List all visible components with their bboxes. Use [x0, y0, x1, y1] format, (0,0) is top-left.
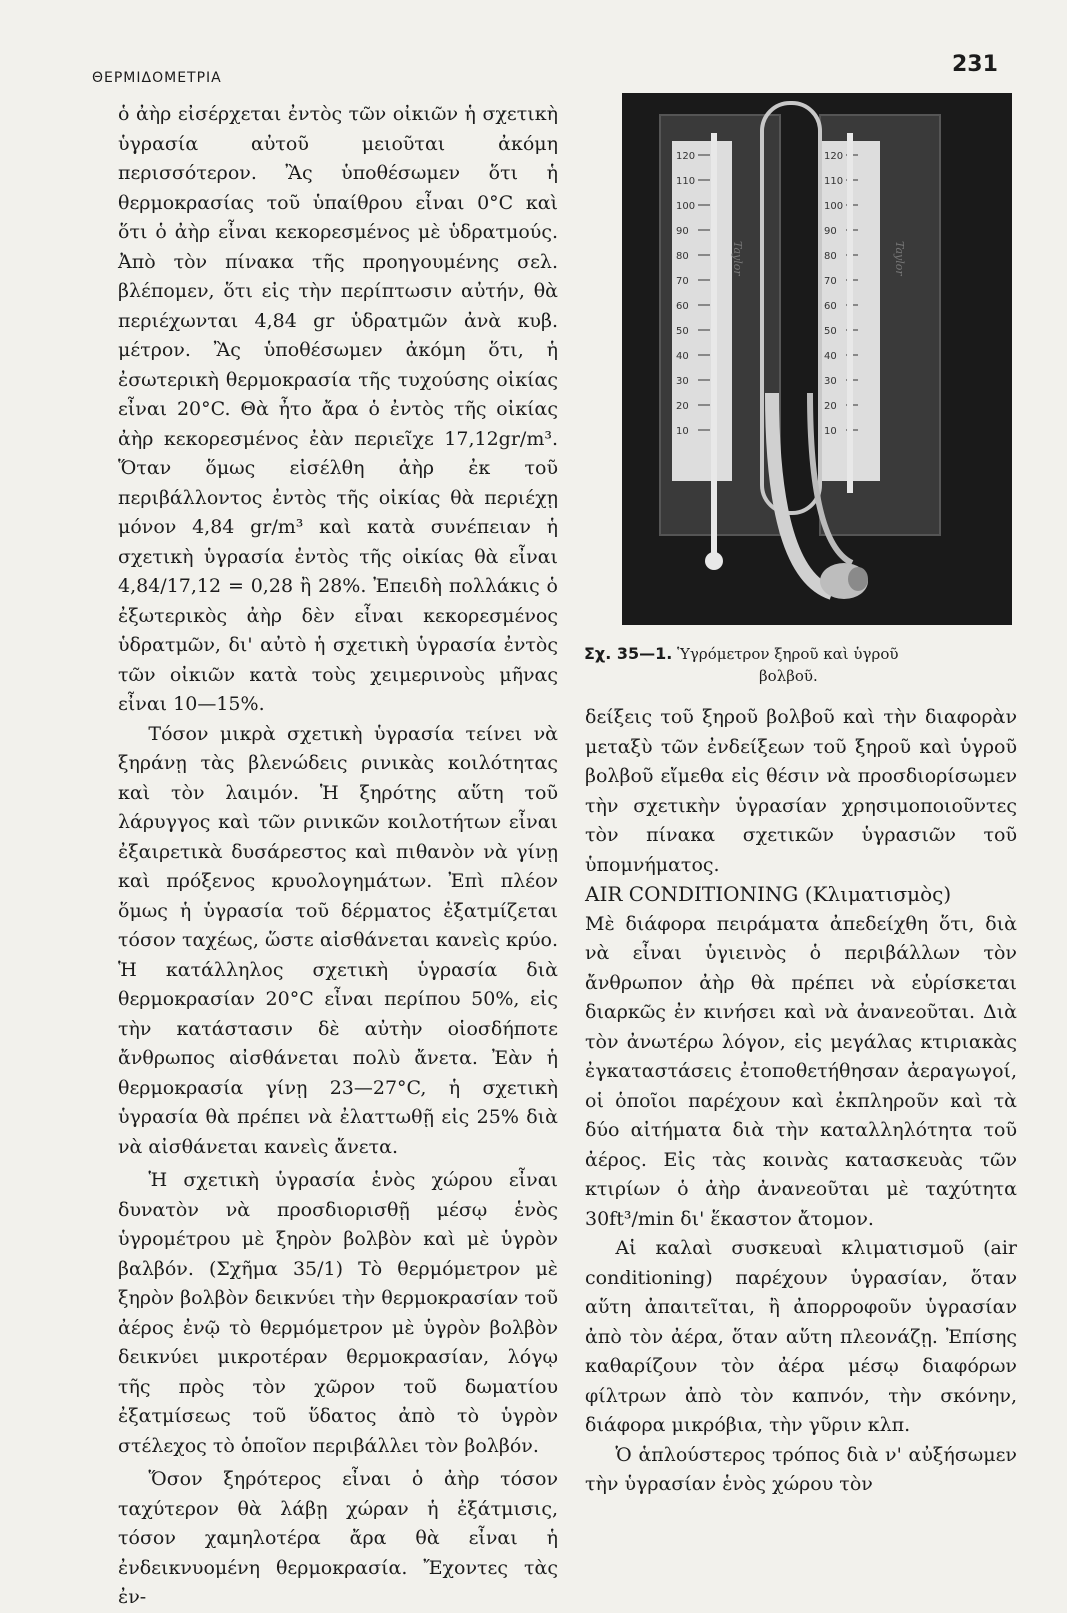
right-paragraph-3: Ὁ ἁπλούστερος τρόπος διὰ ν' αὐξήσωμεν τὴν ὑγρασίαν ἑνὸς χώρου τὸν — [585, 1443, 1017, 1495]
maker-mark-right: Taylor — [893, 241, 906, 276]
scale-tick-label: 20 — [824, 401, 837, 412]
figure-caption — [584, 643, 1024, 687]
caption-line-2: βολβοῦ. — [759, 667, 818, 685]
right-paragraph-1: Μὲ διάφορα πειράματα ἀπεδείχθη ὅτι, διὰ νὰ εἶναι ὑγιεινὸς ὁ περιβάλλων τὸν ἄνθρωπον ἀὴρ θὰ πρέπει νὰ εὑρίσκεται διαρκῶς ἐν κινήσει καὶ νὰ ἀνανεοῦται. Διὰ τὸν ἀνωτέρω λόγον, εἰς μεγάλας κτιριακὰς ἐγκαταστάσεις ἐτοποθετήθησαν ἀεραγωγοί, οἱ ὁποῖοι παρέχουν καὶ ἐκπληροῦν καὶ τὰ δύο αἰτήματα διὰ τὴν καταλληλότητα τοῦ ἀέρος. Εἰς τὰς κοινὰς κατασκευὰς τῶν κτιρίων ὁ ἀὴρ ἀνανεοῦται μὲ ταχύτητα 30ft³/min δι' ἕκαστον ἄτομον. — [585, 912, 1017, 1230]
hygrometer-figure — [622, 93, 1012, 625]
scale-tick-label: 90 — [824, 226, 837, 237]
left-column — [118, 100, 558, 1613]
right-continuation: δείξεις τοῦ ξηροῦ βολβοῦ καὶ τὴν διαφορὰν μεταξὺ τῶν ἐνδείξεων τοῦ ξηροῦ καὶ ὑγροῦ βολβοῦ εἴμεθα εἰς θέσιν νὰ προσδιορίσωμεν τὴν σχετικὴν ὑγρασίαν χρησιμοποιοῦντες τὸν πίνακα σχετικῶν ὑγρασιῶν τοῦ ὑπομνήματος. — [585, 706, 1017, 876]
scale-tick-label: 90 — [676, 226, 689, 237]
left-paragraph-1: ὁ ἀὴρ εἰσέρχεται ἐντὸς τῶν οἰκιῶν ἡ σχετικὴ ὑγρασία αὐτοῦ μειοῦται ἀκόμη περισσότερον. Ἂς ὑποθέσωμεν ὅτι ἡ θερμοκρασίας τοῦ ὑπαίθρου εἶναι 0°C καὶ ὅτι ὁ ἀὴρ εἶναι κεκορεσμένος μὲ ὑδρατμούς. Ἀπὸ τὸν πίνακα τῆς προηγουμένης σελ. βλέπομεν, ὅτι εἰς τὴν περίπτωσιν αὐτήν, θὰ περιέχωνται 4,84 gr ὑδρατμῶν ἀνὰ κυβ. μέτρον. Ἂς ὑποθέσωμεν ἀκόμη ὅτι, ἡ ἐσωτερικὴ θερμοκρασία τῆς τυχούσης οἰκίας εἶναι 20°C. Θὰ ἦτο ἄρα ὁ ἐντὸς τῆς οἰκίας ἀὴρ κεκορεσμένος ἐὰν περιεῖχε 17,12gr/m³. Ὅταν ὅμως εἰσέλθη ἀὴρ ἐκ τοῦ περιβάλλοντος ἐντὸς τῆς οἰκίας θὰ περιέχῃ μόνον 4,84 gr/m³ καὶ κατὰ συνέπειαν ἡ σχετικὴ ὑγρασία ἐντὸς τῆς οἰκίας θὰ εἶναι 4,84/17,12 = 0,28 ἢ 28%. Ἐπειδὴ πολλάκις ὁ ἐξωτερικὸς ἀὴρ δὲν εἶναι κεκορεσμένος ὑδρατμῶν, δι' αὐτὸ ἡ σχετικὴ ὑγρασία ἐντὸς τῶν οἰκιῶν κατὰ τοὺς χειμερινοὺς μῆνας εἶναι 10—15%. — [118, 103, 558, 715]
dry-bulb — [705, 552, 723, 570]
scale-tick-label: 60 — [824, 301, 837, 312]
right-column — [585, 703, 1017, 1500]
page-number: 231 — [952, 52, 998, 77]
maker-mark-left: Taylor — [731, 241, 744, 276]
caption-line-1: Ὑγρόμετρον ξηροῦ καὶ ὑγροῦ — [677, 645, 899, 663]
scale-tick-label: 80 — [676, 251, 689, 262]
scale-tick-label: 50 — [676, 326, 689, 337]
scale-tick-label: 40 — [824, 351, 837, 362]
scale-tick-label: 120 — [824, 151, 844, 162]
right-paragraph-2: Αἱ καλαὶ συσκευαὶ κλιματισμοῦ (air conditioning) παρέχουν ὑγρασίαν, ὅταν αὕτη ἀπαιτεῖται, ἢ ἀπορροφοῦν ὑγρασίαν ἀπὸ τὸν ἀέρα, ὅταν αὕτη πλεονάζῃ. Ἐπίσης καθαρίζουν τὸν ἀέρα μέσῳ διαφόρων φίλτρων ἀπὸ τὸν καπνόν, τὴν σκόνην, διάφορα μικρόβια, τὴν γῦριν κλπ. — [585, 1237, 1017, 1436]
hygrometer-illustration — [622, 93, 1012, 625]
scale-tick-label: 100 — [676, 201, 696, 212]
scale-tick-label: 70 — [676, 276, 689, 287]
scale-tick-label: 40 — [676, 351, 689, 362]
left-paragraph-3: Ἡ σχετικὴ ὑγρασία ἑνὸς χώρου εἶναι δυνατὸν νὰ προσδιορισθῇ μέσῳ ἑνὸς ὑγρομέτρου μὲ ξηρὸν βολβὸν καὶ μὲ ὑγρὸν βαλβόν. (Σχῆμα 35/1) Τὸ θερμόμετρον μὲ ξηρὸν βολβὸν δεικνύει τὴν θερμοκρασίαν τοῦ ἀέρος ἐνῷ τὸ θερμόμετρον μὲ ὑγρὸν βολβὸν δεικνύει μικροτέραν θερμοκρασίαν, λόγῳ τῆς πρὸς τὸν χῶρον τοῦ δωματίου ἐξατμίσεως τοῦ ὕδατος ἀπὸ τὸ ὑγρὸν στέλεχος τὸ ὁποῖον περιβάλλει τὸν βολβόν. — [118, 1169, 558, 1457]
scale-tick-label: 10 — [824, 426, 837, 437]
scale-tick-label: 80 — [824, 251, 837, 262]
scale-tick-label: 110 — [824, 176, 844, 187]
running-title: ΘΕΡΜΙΔΟΜΕΤΡΙΑ — [92, 70, 222, 86]
section-heading: AIR CONDITIONING (Κλιματισμὸς) — [585, 882, 952, 906]
left-paragraph-2: Τόσον μικρὰ σχετικὴ ὑγρασία τείνει νὰ ξηράνῃ τὰς βλενώδεις ρινικὰς κοιλότητας καὶ τὸν λαιμόν. Ἡ ξηρότης αὕτη τοῦ λάρυγγος καὶ τῶν ρινικῶν κοιλοτήτων εἶναι ἐξαιρετικὰ δυσάρεστος καὶ πιθανὸν νὰ γίνῃ καὶ πρόξενος κρυολογημάτων. Ἐπὶ πλέον ὅμως ἡ ὑγρασία τοῦ δέρματος ἐξατμίζεται τόσον ταχέως, ὥστε αἰσθάνεται κανεὶς κρύο. Ἡ κατάλληλος σχετικὴ ὑγρασία διὰ θερμοκρασίαν 20°C εἶναι περίπου 50%, εἰς τὴν κατάστασιν δὲ αὐτὴν οἱοσδήποτε ἄνθρωπος αἰσθάνεται πολὺ ἄνετα. Ἐὰν ἡ θερμοκρασία γίνῃ 23—27°C, ἡ σχετικὴ ὑγρασία θὰ πρέπει νὰ ἐλαττωθῇ εἰς 25% διὰ νὰ αἰσθάνεται κανεὶς ἄνετα. — [118, 722, 558, 1158]
scale-tick-label: 120 — [676, 151, 696, 162]
scale-tick-label: 50 — [824, 326, 837, 337]
scale-tick-label: 20 — [676, 401, 689, 412]
left-paragraph-4: Ὅσον ξηρότερος εἶναι ὁ ἀὴρ τόσον ταχύτερον θὰ λάβῃ χώραν ἡ ἐξάτμισις, τόσον χαμηλοτέρα ἄρα θὰ εἶναι ἡ ἐνδεικνυομένη θερμοκρασία. Ἔχοντες τὰς ἐν- — [118, 1468, 558, 1608]
scale-tick-label: 30 — [676, 376, 689, 387]
scale-tick-label: 10 — [676, 426, 689, 437]
scale-tick-label: 100 — [824, 201, 844, 212]
scale-tick-label: 70 — [824, 276, 837, 287]
scale-tick-label: 110 — [676, 176, 696, 187]
scale-tick-label: 60 — [676, 301, 689, 312]
figure-label: Σχ. 35—1. — [584, 644, 673, 663]
scale-tick-label: 30 — [824, 376, 837, 387]
